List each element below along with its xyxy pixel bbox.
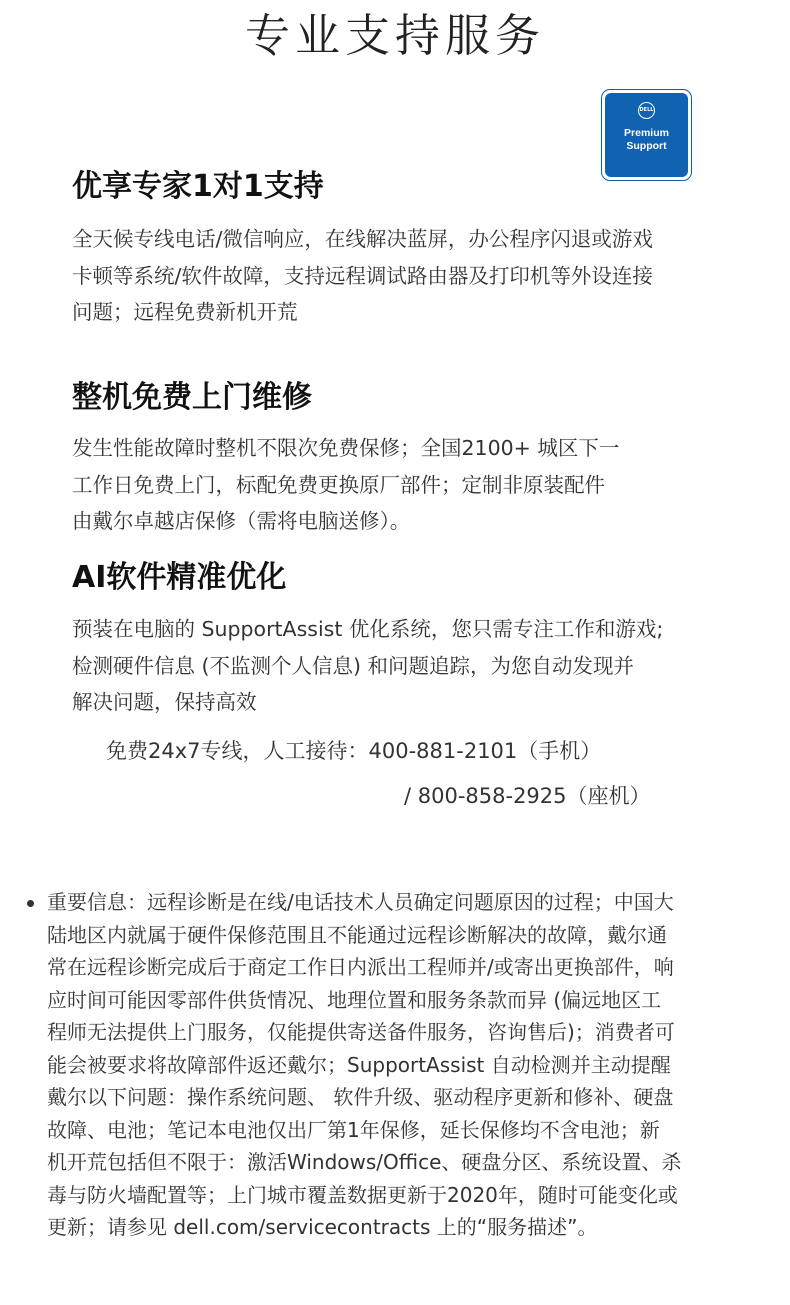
section-body-expert-support <box>72 221 772 331</box>
section-line: 解决问题，保持高效 <box>72 690 257 714</box>
badge-text <box>624 127 669 153</box>
section-line: 发生性能故障时整机不限次免费保修；全国2100+ 城区下一 <box>72 436 620 460</box>
note-line: 毒与防火墙配置等；上门城市覆盖数据更新于2020年，随时可能变化或 <box>47 1182 678 1207</box>
note-line: 应时间可能因零部件供货情况、地理位置和服务条款而异 (偏远地区工 <box>47 987 662 1012</box>
badge-line-1: Premium <box>624 127 669 139</box>
badge-line-2: Support <box>626 140 667 152</box>
note-line: 重要信息：远程诊断是在线/电话技术人员确定问题原因的过程；中国大 <box>47 890 674 914</box>
note-line: 程师无法提供上门服务，仅能提供寄送备件服务，咨询售后)；消费者可 <box>47 1020 675 1044</box>
important-note-text <box>47 886 777 1244</box>
note-line: 陆地区内就属于硬件保修范围且不能通过远程诊断解决的故障，戴尔通 <box>47 922 667 947</box>
section-line: 全天候专线电话/微信响应，在线解决蓝屏，办公程序闪退或游戏 <box>72 227 653 251</box>
dell-logo-icon: DELL <box>638 102 655 119</box>
note-line: 常在远程诊断完成后于商定工作日内派出工程师并/或寄出更换部件，响 <box>47 955 674 979</box>
section-line: 由戴尔卓越店保修（需将电脑送修）。 <box>72 509 411 533</box>
section-line: 预装在电脑的 SupportAssist 优化系统，您只需专注工作和游戏; <box>72 617 664 641</box>
badge-inner <box>605 93 688 177</box>
section-line: 检测硬件信息 (不监测个人信息) 和问题追踪，为您自动发现并 <box>72 653 635 678</box>
note-line: 故障、电池；笔记本电池仅出厂第1年保修，延长保修均不含电池；新 <box>47 1117 660 1142</box>
section-line: 工作日免费上门，标配免费更换原厂部件；定制非原装配件 <box>72 472 605 497</box>
section-body-ai-optimization <box>72 611 772 721</box>
section-line: 卡顿等系统/软件故障，支持远程调试路由器及打印机等外设连接 <box>72 263 653 288</box>
note-line: 机开荒包括但不限于：激活Windows/Office、硬盘分区、系统设置、杀 <box>47 1150 682 1174</box>
hotline-mobile: 免费24x7专线，人工接待：400-881-2101（手机） <box>106 739 602 763</box>
bullet-icon <box>27 900 34 907</box>
hotline-landline: / 800-858-2925（座机） <box>404 784 651 808</box>
note-line: 戴尔以下问题：操作系统问题、 软件升级、驱动程序更新和修补、硬盘 <box>47 1085 674 1109</box>
note-line: 能会被要求将故障部件返还戴尔；SupportAssist 自动检测并主动提醒 <box>47 1052 671 1077</box>
page-title: 专业支持服务 <box>244 9 545 62</box>
section-heading-onsite-repair: 整机免费上门维修 <box>72 380 312 415</box>
section-line: 问题；远程免费新机开荒 <box>72 300 298 324</box>
note-line: 更新；请参见 dell.com/servicecontracts 上的“服务描述”。 <box>47 1215 598 1239</box>
section-heading-ai-optimization: AI软件精准优化 <box>72 560 287 595</box>
section-body-onsite-repair <box>72 430 772 540</box>
section-heading-expert-support: 优享专家1对1支持 <box>72 169 324 204</box>
premium-support-badge <box>601 89 692 181</box>
